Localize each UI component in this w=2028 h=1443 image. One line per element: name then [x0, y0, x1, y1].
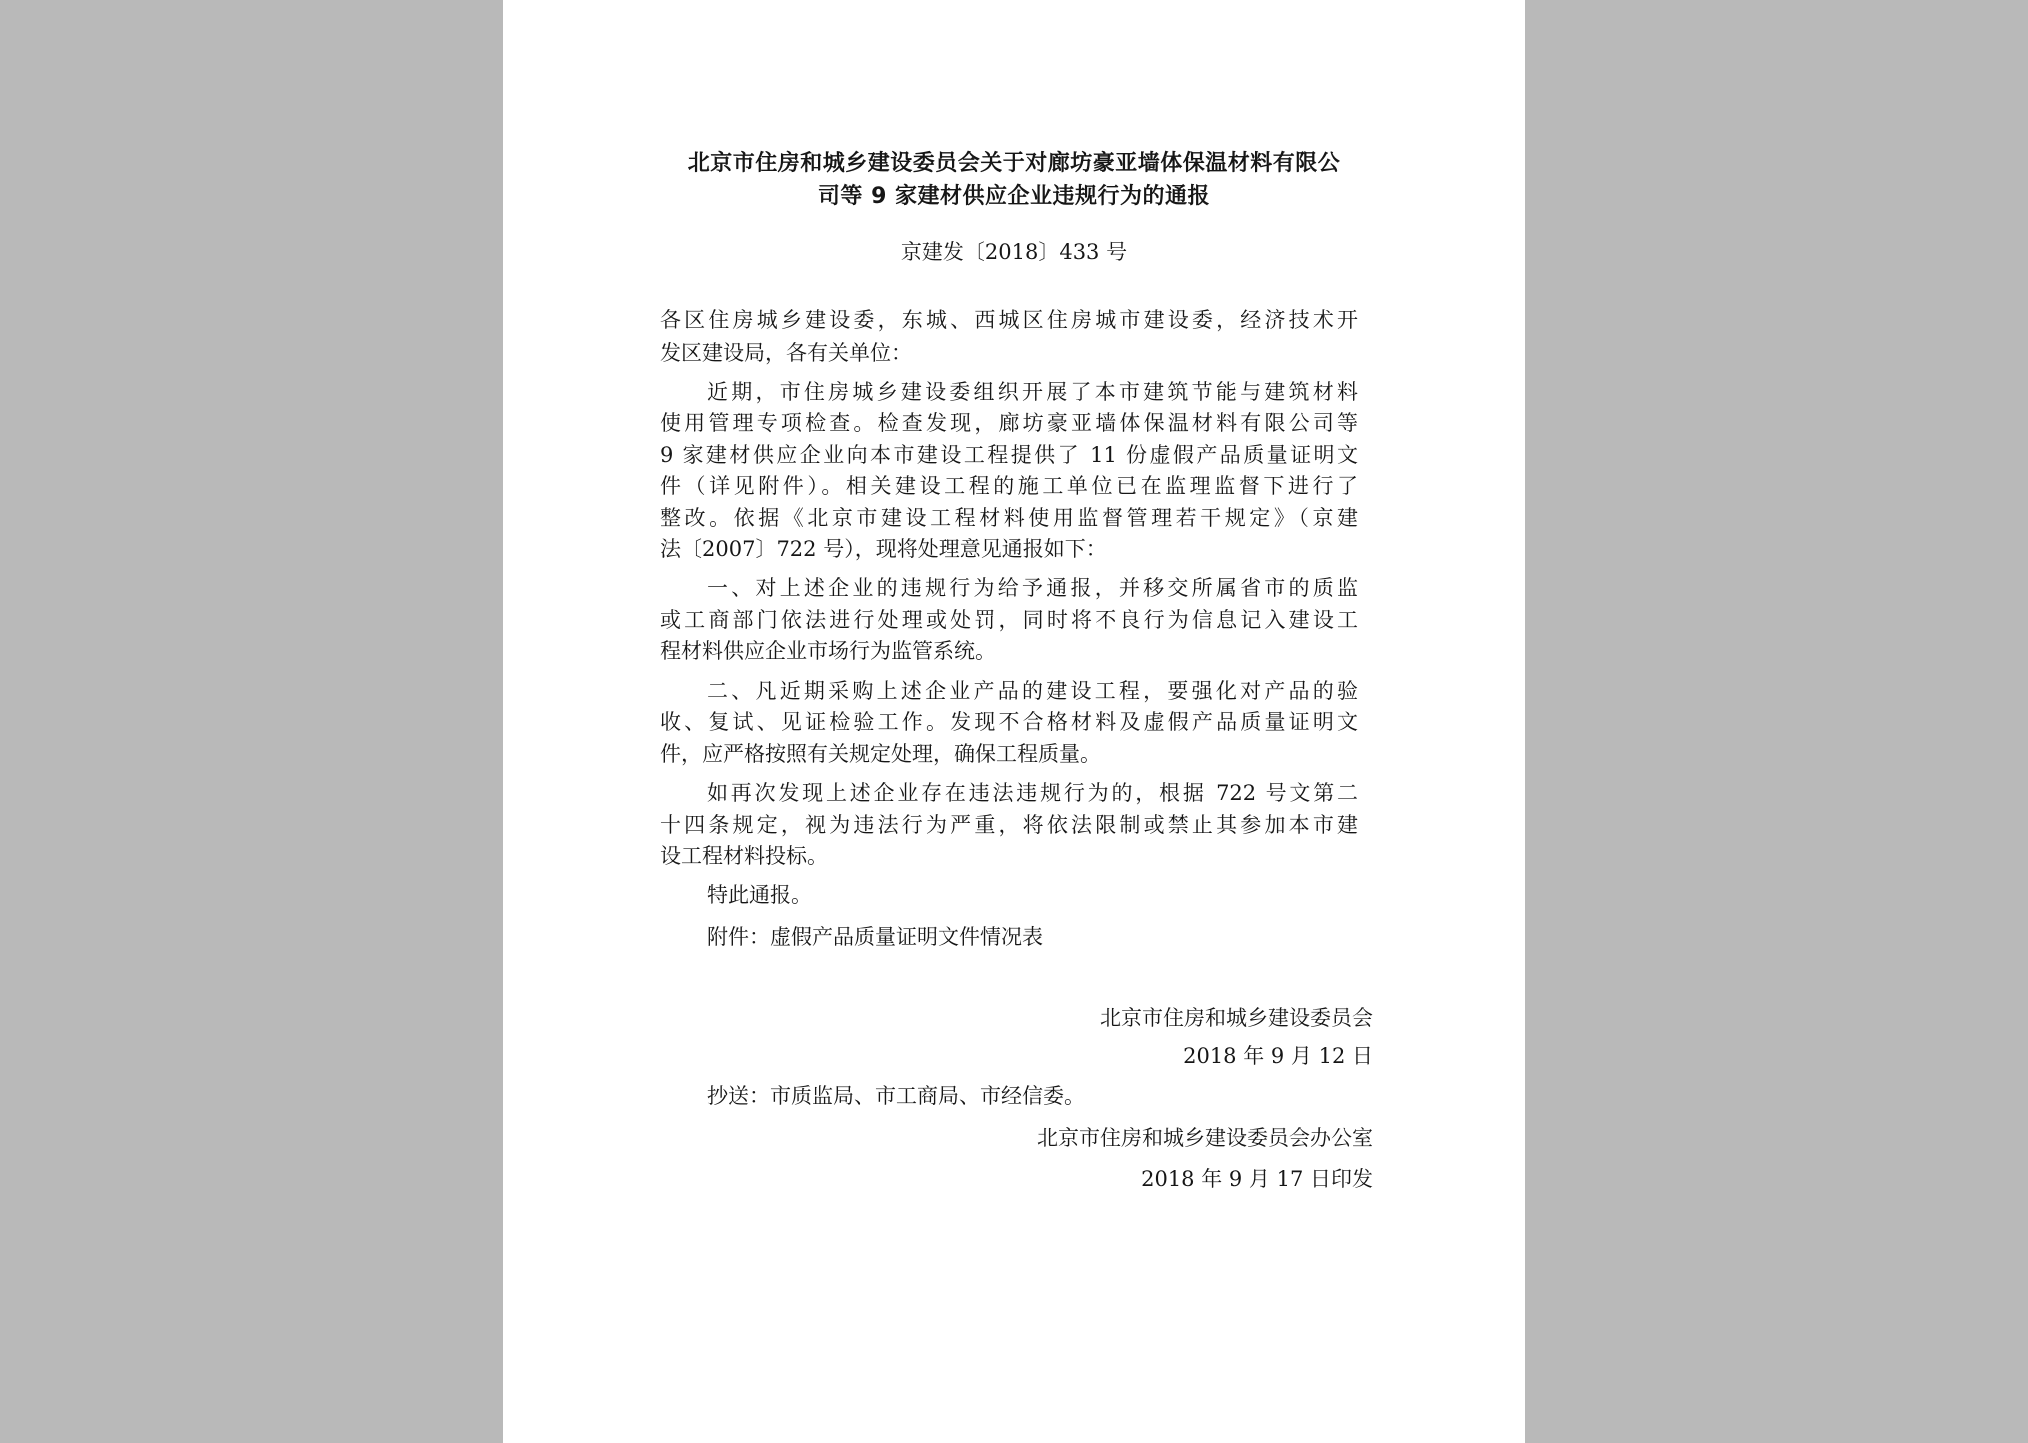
paragraph-line: 程材料供应企业市场行为监管系统。	[660, 639, 996, 663]
paragraph-line: 件（详见附件）。相关建设工程的施工单位已在监理监督下进行了	[660, 474, 1358, 498]
print-date: 2018 年 9 月 17 日印发	[1141, 1167, 1373, 1191]
paragraph-line: 十四条规定，视为违法行为严重，将依法限制或禁止其参加本市建	[660, 813, 1358, 837]
paragraph-line: 近期，市住房城乡建设委组织开展了本市建筑节能与建筑材料	[707, 380, 1358, 404]
paragraph-line: 或工商部门依法进行处理或处罚，同时将不良行为信息记入建设工	[660, 608, 1358, 632]
paragraph-line: 法〔2007〕722 号），现将处理意见通报如下：	[660, 537, 1107, 561]
document-title-line-2: 司等 9 家建材供应企业违规行为的通报	[817, 184, 1211, 209]
paragraph-line: 设工程材料投标。	[660, 844, 828, 868]
paragraph-line: 整改。依据《北京市建设工程材料使用监督管理若干规定》（京建	[660, 506, 1358, 530]
document-page	[503, 0, 1525, 1443]
document-title-line-1: 北京市住房和城乡建设委员会关于对廊坊豪亚墙体保温材料有限公	[687, 151, 1341, 176]
addressee-line: 发区建设局，各有关单位：	[660, 341, 912, 365]
issuer-name: 北京市住房和城乡建设委员会	[1100, 1006, 1373, 1030]
attachment-line: 附件：虚假产品质量证明文件情况表	[707, 925, 1043, 949]
cc-line: 抄送：市质监局、市工商局、市经信委。	[707, 1084, 1085, 1108]
paragraph-line: 9 家建材供应企业向本市建设工程提供了 11 份虚假产品质量证明文	[660, 443, 1358, 467]
closing-line: 特此通报。	[707, 883, 812, 907]
addressee-line: 各区住房城乡建设委，东城、西城区住房城市建设委，经济技术开	[660, 308, 1358, 332]
paragraph-line: 使用管理专项检查。检查发现，廊坊豪亚墙体保温材料有限公司等	[660, 411, 1358, 435]
paragraph-line: 如再次发现上述企业存在违法违规行为的，根据 722 号文第二	[707, 781, 1358, 805]
paragraph-line: 件，应严格按照有关规定处理，确保工程质量。	[660, 742, 1101, 766]
issue-date: 2018 年 9 月 12 日	[1183, 1044, 1373, 1068]
paragraph-line: 一、对上述企业的违规行为给予通报，并移交所属省市的质监	[707, 576, 1358, 600]
issuing-office: 北京市住房和城乡建设委员会办公室	[1037, 1126, 1373, 1150]
paragraph-line: 二、凡近期采购上述企业产品的建设工程，要强化对产品的验	[707, 679, 1358, 703]
document-number: 京建发〔2018〕433 号	[900, 240, 1128, 264]
paragraph-line: 收、复试、见证检验工作。发现不合格材料及虚假产品质量证明文	[660, 710, 1358, 734]
